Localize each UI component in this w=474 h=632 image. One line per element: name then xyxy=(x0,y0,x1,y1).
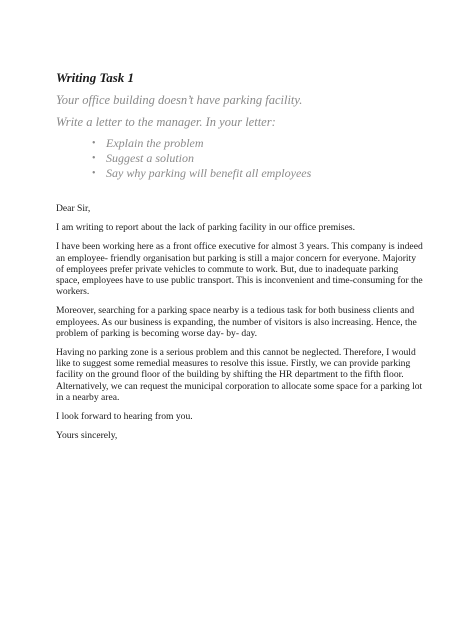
task-bullet-text: Say why parking will benefit all employees xyxy=(106,166,312,180)
bullet-icon: • xyxy=(92,153,96,164)
letter-paragraph: I have been working here as a front office executive for almost 3 years. This company is indeed an employee- friendly organisation but parking is still a major concern for everyone. Majority of employees prefer private vehicles to commute to work. But, due to inadequate parking space, employees have to use public transport. This is inconvenient and time-consuming for the workers. xyxy=(56,241,423,298)
bullet-icon: • xyxy=(92,138,96,149)
task-bullet-text: Explain the problem xyxy=(106,136,204,150)
letter-body xyxy=(56,203,424,449)
task-bullet-list xyxy=(56,136,426,181)
task-bullet-item xyxy=(92,166,426,181)
letter-paragraph: Moreover, searching for a parking space nearby is a tedious task for both business clients and employees. As our business is expanding, the number of visitors is also increasing. Hence, the problem of parking is becoming worse day- by- day. xyxy=(56,305,417,339)
task-bullet-text: Suggest a solution xyxy=(106,151,195,165)
letter-paragraph: I look forward to hearing from you. xyxy=(56,411,193,423)
task-heading: Writing Task 1 xyxy=(56,70,135,85)
letter-paragraph: Having no parking zone is a serious problem and this cannot be neglected. Therefore, I would like to suggest some remedial measures to resolve this issue. Firstly, we can provide parking facility on the ground floor of the building by shifting the HR department to the fifth floor. Alternatively, we can request the municipal corporation to allocate some space for a parking lot in a nearby area. xyxy=(56,347,423,403)
letter-salutation: Dear Sir, xyxy=(56,203,91,214)
task-bullet-item xyxy=(92,136,426,151)
task-bullet-item xyxy=(92,151,426,166)
letter-paragraph: I am writing to report about the lack of parking facility in our office premises. xyxy=(56,222,356,234)
bullet-icon: • xyxy=(92,168,96,179)
task-prompt: Your office building doesn’t have parking facility. xyxy=(56,93,303,107)
letter-closing: Yours sincerely, xyxy=(56,430,118,442)
writing-task-section xyxy=(56,70,426,181)
task-instruction: Write a letter to the manager. In your letter: xyxy=(56,115,276,129)
